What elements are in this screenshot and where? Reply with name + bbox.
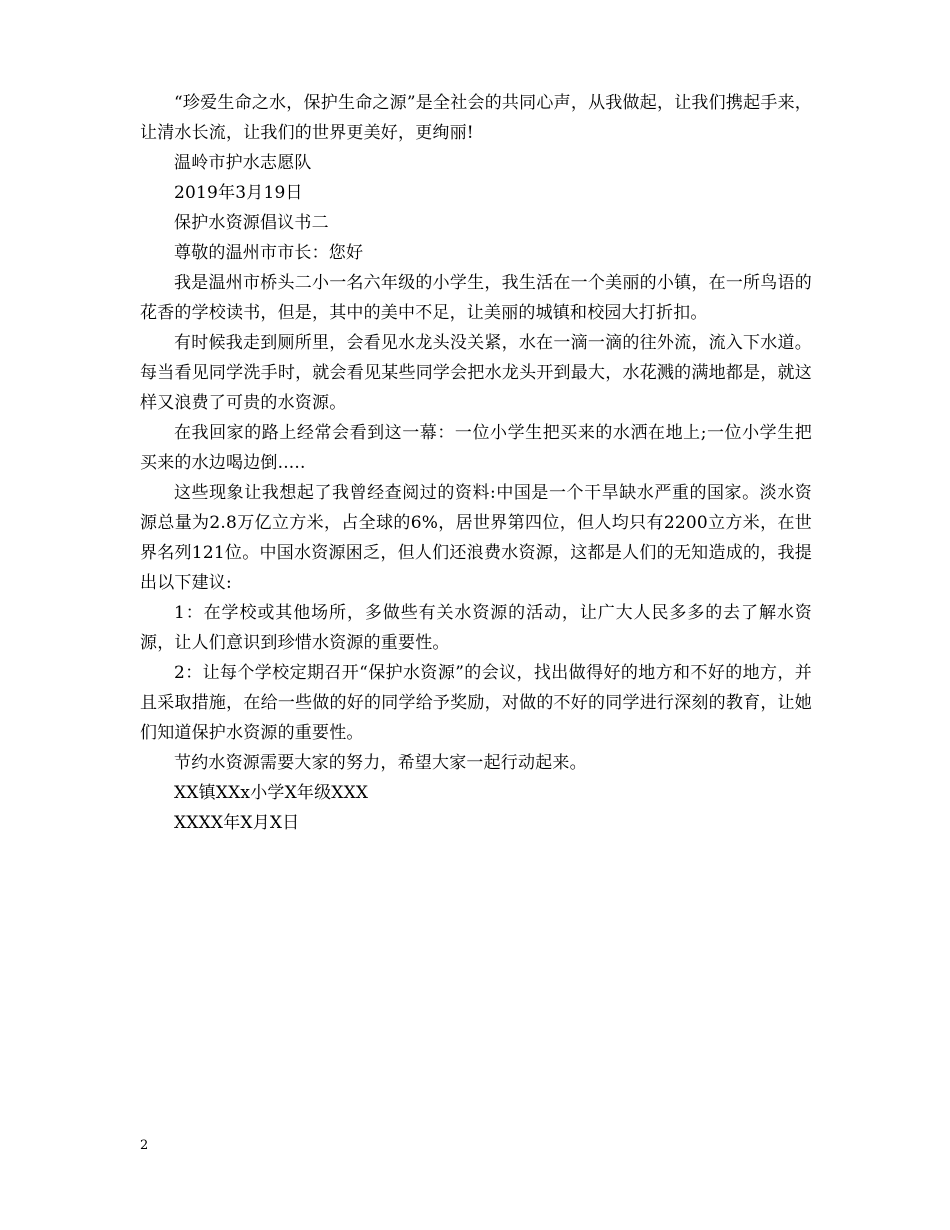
body-paragraph-road: 在我回家的路上经常会看到这一幕：一位小学生把买来的水洒在地上;一位小学生把买来的水边喝边倒..... [140, 423, 812, 473]
signature-school: XX镇XXx小学X年级XXX [174, 783, 369, 803]
closing-paragraph: “珍爱生命之水，保护生命之源”是全社会的共同心声，从我做起，让我们携起手来，让清水长流，让我们的世界更美好，更绚丽! [140, 93, 812, 143]
signature-date: 2019年3月19日 [174, 183, 303, 203]
signature-placeholder-date: XXXX年X月X日 [174, 813, 300, 833]
suggestion-1: 1：在学校或其他场所，多做些有关水资源的活动，让广大人民多多的去了解水资源，让人们意识到珍惜水资源的重要性。 [140, 603, 812, 653]
suggestion-2: 2：让每个学校定期召开“保护水资源”的会议，找出做得好的地方和不好的地方，并且采取措施，在给一些做的好的同学给予奖励，对做的不好的同学进行深刻的教育，让她们知道保护水资源的重要性。 [140, 663, 812, 743]
body-paragraph-faucet: 有时候我走到厕所里，会看见水龙头没关紧，水在一滴一滴的往外流，流入下水道。每当看见同学洗手时，就会看见某些同学会把水龙头开到最大，水花溅的满地都是，就这样又浪费了可贵的水资源。 [140, 333, 812, 413]
salutation: 尊敬的温州市市长：您好 [174, 243, 364, 263]
intro-paragraph: 我是温州市桥头二小一名六年级的小学生，我生活在一个美丽的小镇，在一所鸟语的花香的学校读书，但是，其中的美中不足，让美丽的城镇和校园大打折扣。 [140, 273, 812, 323]
page-number: 2 [140, 1138, 149, 1153]
section-title: 保护水资源倡议书二 [174, 213, 329, 233]
document-body [140, 88, 812, 838]
signature-organization: 温岭市护水志愿队 [174, 153, 312, 173]
call-to-action: 节约水资源需要大家的努力，希望大家一起行动起来。 [174, 753, 587, 773]
body-paragraph-facts: 这些现象让我想起了我曾经查阅过的资料:中国是一个干旱缺水严重的国家。淡水资源总量为2.8万亿立方米，占全球的6%，居世界第四位，但人均只有2200立方米，在世界名列121位。中国水资源困乏，但人们还浪费水资源，这都是人们的无知造成的，我提出以下建议: [140, 483, 812, 593]
